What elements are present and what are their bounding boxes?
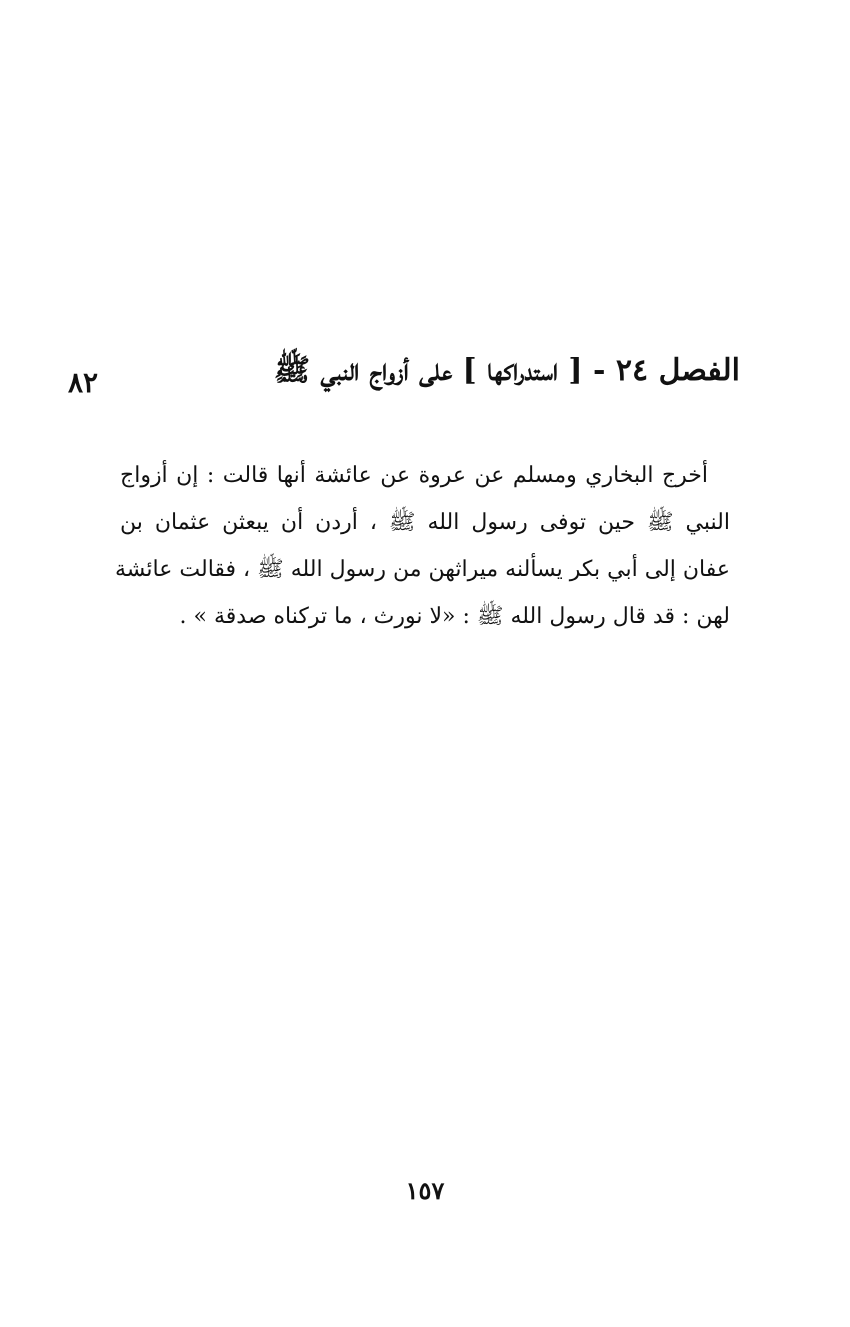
chapter-heading: الفصل ٢٤ - [ استدراكها ] على أزواج النبي ﷺ (273, 353, 740, 388)
body-paragraph (115, 452, 730, 640)
body-line: عفان إلى أبي بكر يسألنه ميراثهن من رسول الله ﷺ ، فقالت عائشة (115, 557, 730, 582)
body-line: النبي ﷺ حين توفى رسول الله ﷺ ، أردن أن يبعثن عثمان بن (120, 510, 730, 535)
body-line: لهن : قد قال رسول الله ﷺ : «لا نورث ، ما تركناه صدقة » . (179, 604, 730, 629)
page-number: ١٥٧ (405, 1176, 445, 1205)
item-number: ٨٢ (68, 366, 99, 399)
body-line: أخرج البخاري ومسلم عن عروة عن عائشة أنها قالت : إن أزواج (120, 463, 708, 488)
